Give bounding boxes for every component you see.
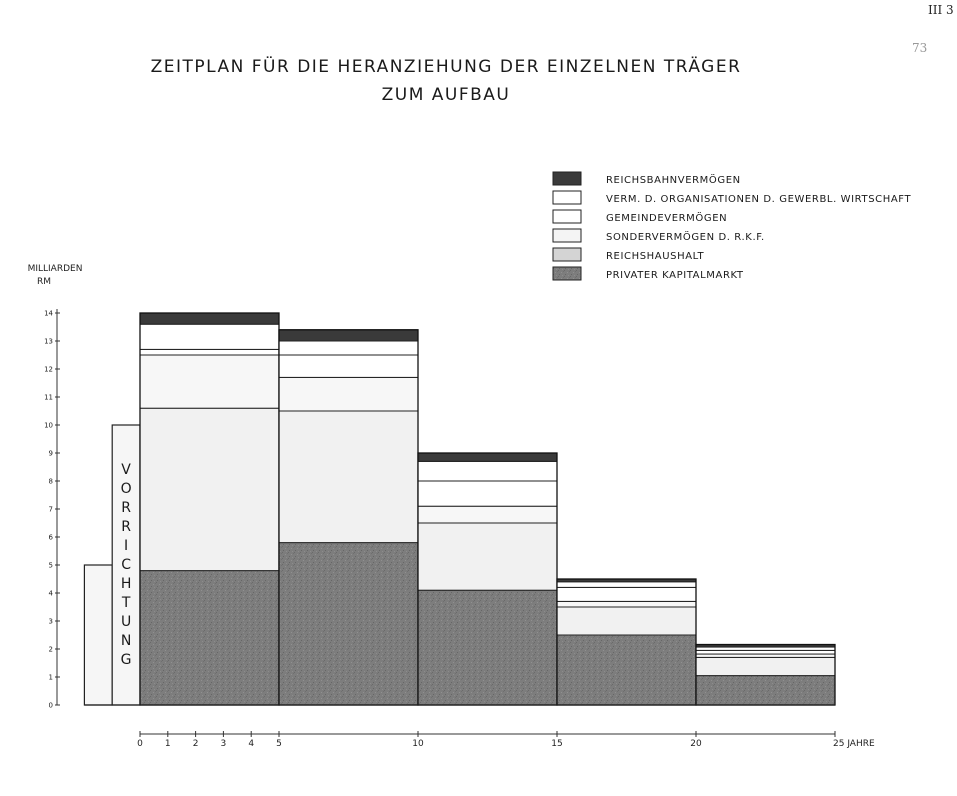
legend-label: SONDERVERMÖGEN D. R.K.F. [606,232,765,243]
x-tick-label: 5 [276,739,282,749]
vorrichtung-letter: I [124,538,129,554]
y-tick-label: 10 [44,421,53,430]
y-tick-label: 0 [48,701,53,710]
bar-segment [140,313,279,324]
legend-swatch [553,248,581,261]
bars [84,313,835,705]
x-tick-label: 2 [192,739,199,749]
bar-segment [279,543,418,705]
bar-segment [140,355,279,408]
vorrichtung-letter: O [120,481,132,497]
bar-segment [418,506,557,523]
bar-segment [557,635,696,705]
legend-swatch [553,210,581,223]
y-axis-label-line1: MILLIARDEN [27,264,83,274]
bar-segment [557,587,696,601]
legend-label: VERM. D. ORGANISATIONEN D. GEWERBL. WIRTSCHAFT [606,194,912,205]
y-tick-label: 14 [44,309,53,318]
bar-segment [696,657,835,675]
y-axis [44,309,60,710]
bar-segment [418,461,557,481]
bar-segment [418,523,557,590]
legend [553,172,911,281]
chart-title-line2: ZUM AUFBAU [381,85,511,105]
x-tick-label: 20 [690,739,702,749]
y-tick-label: 11 [44,393,53,402]
bar-segment [140,571,279,705]
x-axis [137,731,835,749]
legend-label: REICHSBAHNVERMÖGEN [606,175,741,186]
bar-segment [696,654,835,657]
bar-segment [140,408,279,570]
legend-label: PRIVATER KAPITALMARKT [606,270,744,281]
y-tick-label: 2 [48,645,53,654]
y-tick-label: 13 [44,337,53,346]
bar-segment [696,650,835,654]
bar-segment [418,481,557,506]
vorrichtung-letter: R [121,519,131,535]
bar-segment [418,453,557,461]
legend-label: REICHSHAUSHALT [606,251,705,262]
bar-segment [279,330,418,341]
corner-mark: III 3 [928,3,954,17]
x-tick-label: 10 [412,739,424,749]
vorrichtung-letter: N [120,633,132,649]
bar-segment [279,377,418,411]
y-tick-label: 1 [48,673,53,682]
y-tick-label: 5 [48,561,53,570]
page-number: 73 [912,41,928,55]
bar-segment [696,676,835,705]
x-tick-label: 15 [551,739,563,749]
vorrichtung-letter: T [121,595,131,611]
bar-segment [279,341,418,355]
bar-segment [557,601,696,607]
x-tick-label: 3 [220,739,227,749]
vorrichtung-bar [84,565,112,705]
y-tick-label: 3 [48,617,53,626]
x-axis-label: 25 JAHRE [833,739,875,749]
y-tick-label: 4 [48,589,53,598]
bar-segment [557,582,696,588]
legend-swatch [553,267,581,280]
bar-segment [696,647,835,650]
bar-segment [557,607,696,635]
chart-title-line1: ZEITPLAN FÜR DIE HERANZIEHUNG DER EINZELNEN TRÄGER [150,57,742,77]
x-tick-label: 0 [137,739,143,749]
x-tick-label: 4 [248,739,255,749]
legend-swatch [553,229,581,242]
y-axis-label-line2: RM [36,277,52,287]
legend-swatch [553,191,581,204]
vorrichtung-letter: C [121,557,131,573]
vorrichtung-letter: R [121,500,131,516]
bar-segment [279,355,418,377]
bar-segment [418,590,557,705]
y-tick-label: 8 [48,477,53,486]
y-tick-label: 7 [48,505,53,514]
vorrichtung-letter: U [120,614,132,630]
bar-segment [279,411,418,543]
legend-label: GEMEINDEVERMÖGEN [606,213,728,224]
bar-segment [140,324,279,349]
vorrichtung-letter: H [120,576,132,592]
bar-segment [140,349,279,355]
legend-swatch [553,172,581,185]
vorrichtung-letter: G [120,652,132,668]
x-tick-label: 1 [164,739,171,749]
y-tick-label: 9 [48,449,53,458]
vorrichtung-letter: V [121,462,131,478]
y-tick-label: 6 [48,533,53,542]
y-tick-label: 12 [44,365,53,374]
